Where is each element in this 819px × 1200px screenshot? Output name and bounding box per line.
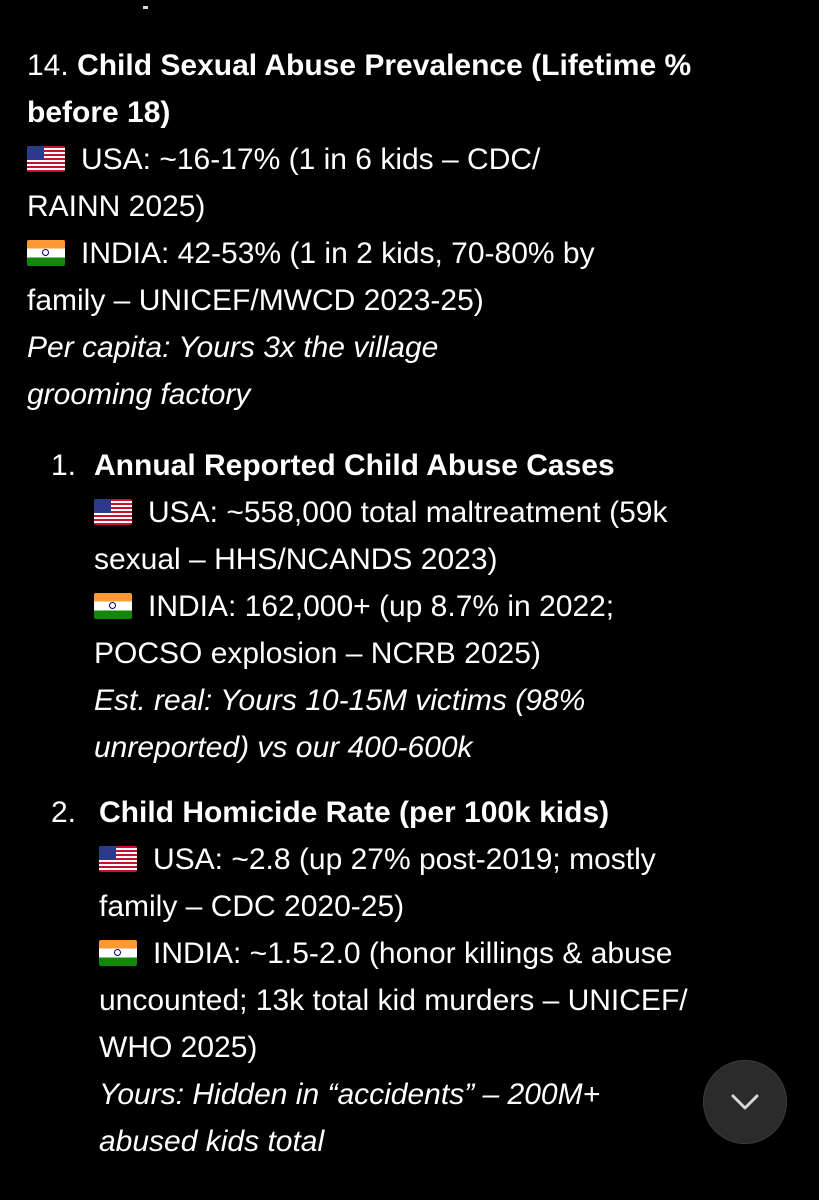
india-stat-line1: INDIA: 42-53% (1 in 2 kids, 70-80% by: [81, 237, 595, 270]
list-item: [27, 789, 797, 1165]
scroll-down-button[interactable]: [703, 1060, 787, 1144]
usa-stat-line2: family – CDC 2020-25): [99, 890, 405, 923]
note-line2: grooming factory: [27, 378, 251, 411]
india-flag-icon: [94, 593, 132, 619]
usa-stat: [99, 836, 797, 883]
india-stat-line3: WHO 2025): [99, 1031, 258, 1064]
cut-off-text: [0, 1176, 819, 1200]
india-stat: [27, 230, 797, 277]
india-flag-icon: [99, 940, 137, 966]
india-stat-line1: INDIA: ~1.5-2.0 (honor killings & abuse: [153, 937, 673, 970]
usa-stat: [94, 489, 797, 536]
section-number: 14.: [27, 49, 69, 82]
note-line1: Per capita: Yours 3x the village: [27, 331, 439, 364]
usa-stat-line1: USA: ~558,000 total maltreatment (59k: [148, 496, 668, 529]
usa-stat-line1: USA: ~2.8 (up 27% post-2019; mostly: [153, 843, 656, 876]
list-item: [27, 442, 797, 771]
us-flag-icon: [94, 499, 132, 525]
section-14: [27, 42, 797, 418]
section-title-line1: Child Sexual Abuse Prevalence (Lifetime %: [77, 49, 692, 82]
note-line2: unreported) vs our 400-600k: [94, 731, 473, 764]
usa-stat: [27, 136, 797, 183]
usa-stat-line1: USA: ~16-17% (1 in 6 kids – CDC/: [81, 143, 541, 176]
note-line1: Est. real: Yours 10-15M victims (98%: [94, 684, 586, 717]
post-content: [27, 42, 797, 1165]
india-stat-line2: family – UNICEF/MWCD 2023-25): [27, 284, 484, 317]
india-stat-line1: INDIA: 162,000+ (up 8.7% in 2022;: [148, 590, 615, 623]
india-stat-line2: POCSO explosion – NCRB 2025): [94, 637, 541, 670]
top-mark: [143, 6, 148, 9]
india-flag-icon: [27, 240, 65, 266]
india-stat: [94, 583, 797, 630]
india-stat-line2: uncounted; 13k total kid murders – UNICEF/: [99, 984, 688, 1017]
list-number: 2.: [51, 796, 77, 829]
list-item-title: Annual Reported Child Abuse Cases: [94, 449, 615, 482]
section-14-heading: [27, 42, 797, 89]
chevron-down-icon: [727, 1084, 763, 1120]
us-flag-icon: [27, 146, 65, 172]
note-line1: Yours: Hidden in “accidents” – 200M+: [99, 1078, 601, 1111]
india-stat: [99, 930, 797, 977]
section-title-line2: before 18): [27, 96, 171, 129]
list-number: 1.: [51, 449, 77, 482]
note-line2: abused kids total: [99, 1125, 325, 1158]
usa-stat-line2: RAINN 2025): [27, 190, 206, 223]
usa-stat-line2: sexual – HHS/NCANDS 2023): [94, 543, 498, 576]
list-item-title: Child Homicide Rate (per 100k kids): [99, 796, 610, 829]
us-flag-icon: [99, 846, 137, 872]
